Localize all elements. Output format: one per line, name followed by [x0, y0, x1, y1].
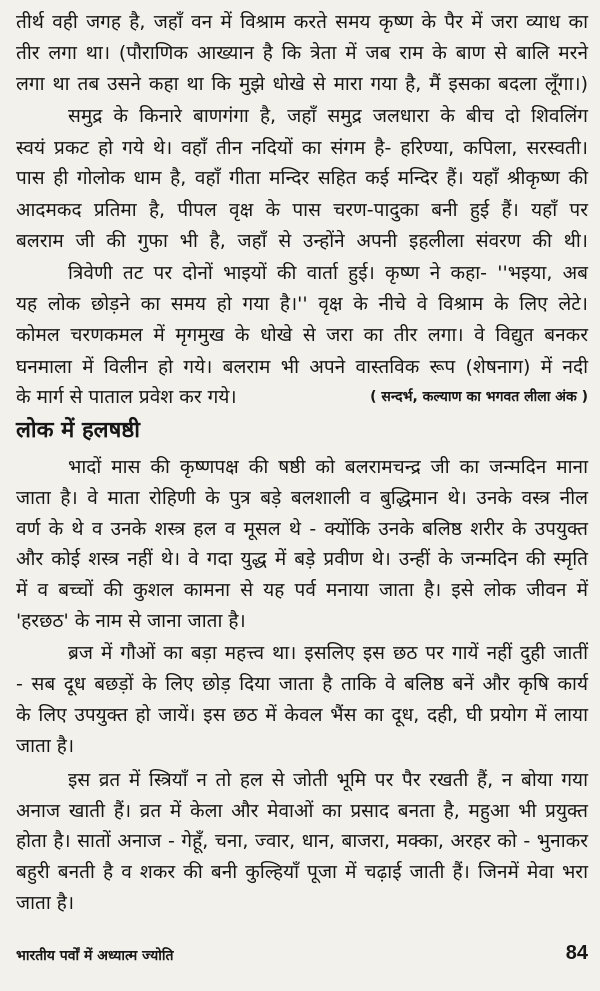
paragraph-5-line-2: - सब दूध बछड़ों के लिए छोड़ दिया जाता है ताकि वे बलिष्ठ बनें और कृषि कार्य: [16, 673, 588, 695]
paragraph-4-line-4: और कोई शस्त्र नहीं थे। वे गदा युद्ध में बड़े प्रवीण थे। उन्हीं के जन्मदिन की स्मृति: [16, 548, 588, 570]
paragraph-1-line-2: तीर लगा था। (पौराणिक आख्यान है कि त्रेता में जब राम के बाण से बालि मरने: [16, 42, 588, 64]
paragraph-4-line-5: में व बच्चों की कुशल कामना से यह पर्व मनाया जाता है। इसे लोक जीवन में: [16, 579, 588, 601]
paragraph-6-line-3: होता है। सातों अनाज - गेहूँ, चना, ज्वार, धान, बाजरा, मक्का, अरहर को - भुनाकर: [16, 830, 588, 852]
paragraph-3-line-5-wrapper: [16, 385, 588, 409]
paragraph-2-line-4: आदमकद प्रतिमा है, पीपल वृक्ष के पास चरण-पादुका बनी हुई हैं। यहाँ पर: [16, 199, 588, 221]
paragraph-2-line-1: समुद्र के किनारे बाणगंगा है, जहाँ समुद्र जलधारा के बीच दो शिवलिंग: [68, 105, 588, 127]
paragraph-3-line-5: के मार्ग से पाताल प्रवेश कर गये।: [16, 386, 237, 408]
source-citation: ( सन्दर्भ, कल्याण का भगवत लीला अंक ): [370, 389, 588, 405]
paragraph-3-line-4: घनमाला में विलीन हो गये। बलराम भी अपने वास्तविक रूप (शेषनाग) में नदी: [16, 356, 588, 378]
paragraph-6-line-4: बहुरी बनती है व शकर की बनी कुल्हियाँ पूजा में चढ़ाई जाती हैं। जिनमें मेवा भरा: [16, 861, 588, 883]
paragraph-6-line-1: इस व्रत में स्त्रियाँ न तो हल से जोती भूमि पर पैर रखती हैं, न बोया गया: [68, 769, 588, 791]
paragraph-1-line-1: तीर्थ वही जगह है, जहाँ वन में विश्राम करते समय कृष्ण के पैर में जरा व्याध का: [16, 11, 588, 33]
paragraph-4-line-1: भादों मास की कृष्णपक्ष की षष्ठी को बलरामचन्द्र जी का जन्मदिन माना: [68, 456, 588, 478]
paragraph-1-line-3: लगा था तब उसने कहा था कि मुझे धोखे से मारा गया है, मैं इसका बदला लूँगा।): [16, 73, 588, 95]
paragraph-4-line-2: जाता है। वे माता रोहिणी के पुत्र बड़े बलशाली व बुद्धिमान थे। उनके वस्त्र नील: [16, 487, 588, 509]
book-title: भारतीय पर्वों में अध्यात्म ज्योति: [16, 948, 174, 964]
page-number: 84: [565, 942, 588, 964]
paragraph-3-line-3: कोमल चरणकमल में मृगमुख के धोखे से जरा का तीर लगा। वे विद्युत बनकर: [16, 324, 588, 346]
paragraph-3-line-2: यह लोक छोड़ने का समय हो गया है।'' वृक्ष के नीचे वे विश्राम के लिए लेटे।: [16, 293, 588, 315]
paragraph-6-line-2: अनाज खाती हैं। व्रत में केला और मेवाओं का प्रसाद बनता है, महुआ भी प्रयुक्त: [16, 800, 588, 822]
paragraph-2-line-2: स्वयं प्रकट हो गये थे। वहाँ तीन नदियों का संगम है- हरिण्या, कपिला, सरस्वती।: [16, 137, 588, 159]
paragraph-2-line-5: बलराम जी की गुफा भी है, जहाँ से उन्होंने अपनी इहलीला संवरण की थी।: [16, 230, 588, 252]
paragraph-5-line-1: ब्रज में गौओं का बड़ा महत्त्व था। इसलिए इस छठ पर गायें नहीं दुही जातीं: [68, 642, 588, 664]
paragraph-6-line-5: जाता है।: [16, 892, 75, 914]
paragraph-2-line-3: पास ही गोलोक धाम है, वहाँ गीता मन्दिर सहित कई मन्दिर हैं। यहाँ श्रीकृष्ण की: [16, 167, 588, 189]
paragraph-4-line-3: वर्ण के थे व उनके शस्त्र हल व मूसल थे - क्योंकि उनके बलिष्ठ शरीर के उपयुक्त: [16, 518, 588, 540]
section-heading: लोक में हलषष्ठी: [16, 418, 140, 443]
paragraph-4-line-6: 'हरछठ' के नाम से जाना जाता है।: [16, 610, 246, 632]
paragraph-5-line-4: जाता है।: [16, 735, 75, 757]
page-footer: [16, 942, 588, 976]
paragraph-3-line-1: त्रिवेणी तट पर दोनों भाइयों की वार्ता हुई। कृष्ण ने कहा- ''भइया, अब: [68, 262, 588, 284]
paragraph-5-line-3: के लिए उपयुक्त हो जायें। इस छठ में केवल भैंस का दूध, दही, घी प्रयोग में लाया: [16, 704, 588, 726]
